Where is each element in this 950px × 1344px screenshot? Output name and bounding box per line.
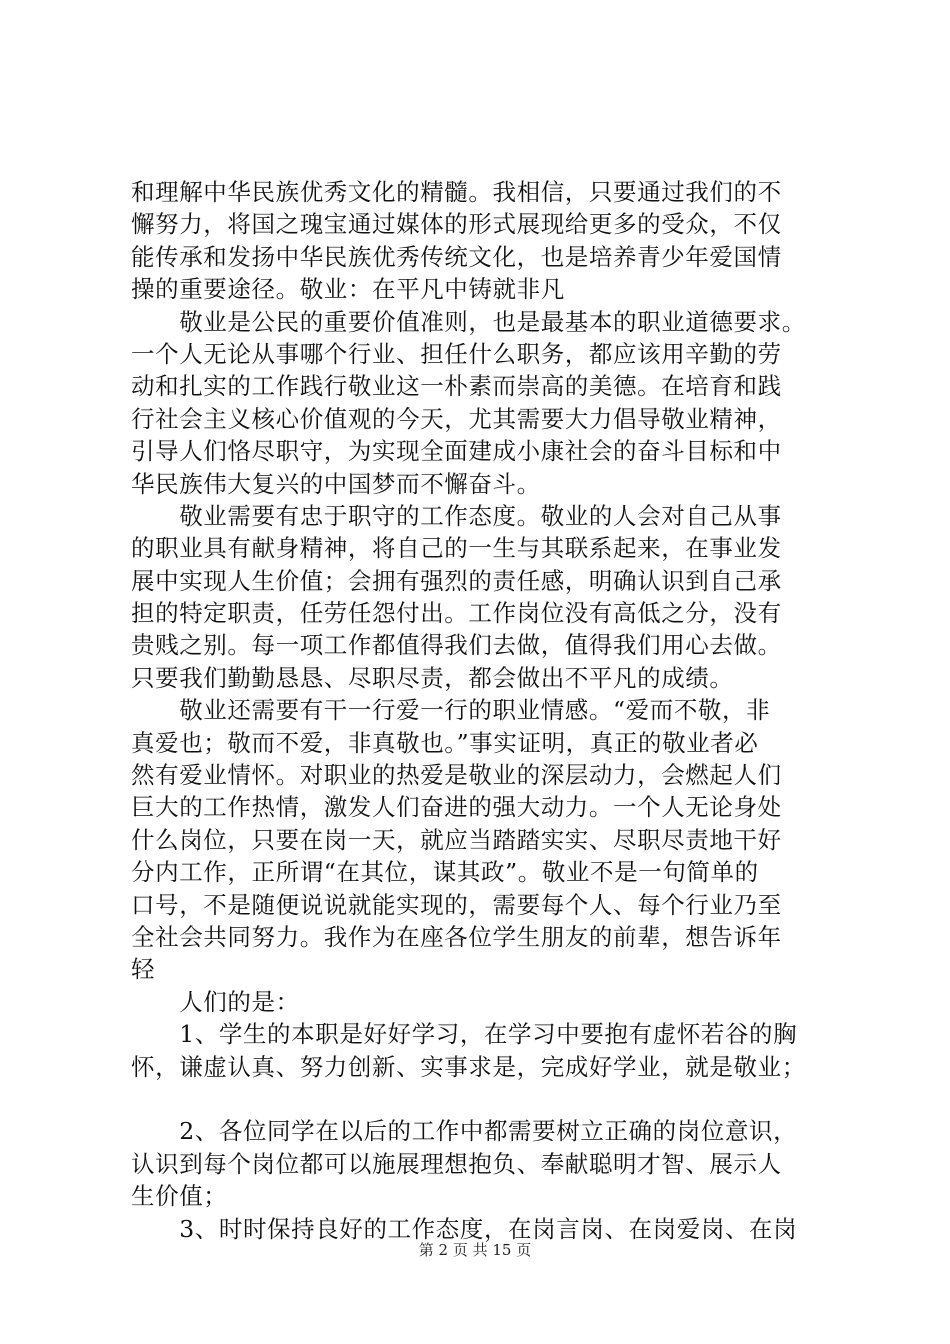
text-line: 人们的是： (131, 987, 300, 1016)
text-line: 和理解中华民族优秀文化的精髓。我相信，只要通过我们的不 (131, 178, 782, 206)
text-line: 敬业是公民的重要价值准则，也是最基本的职业道德要求。 (131, 307, 806, 336)
text-line: 敬业还需要有干一行爱一行的职业情感。“爱而不敬，非 (131, 696, 771, 725)
text-line: 的职业具有献身精神，将自己的一生与其联系起来，在事业发 (131, 534, 782, 563)
text-line: 懈努力，将国之瑰宝通过媒体的形式展现给更多的受众，不仅 (131, 210, 782, 239)
text-line: 然有爱业情怀。对职业的热爱是敬业的深层动力，会燃起人们 (131, 761, 782, 790)
text-line: 生价值； (131, 1182, 228, 1211)
text-line: 只要我们勤勤恳恳、尽职尽责，都会做出不平凡的成绩。 (131, 663, 734, 692)
text-line: 担的特定职责，任劳任怨付出。工作岗位没有高低之分，没有 (131, 599, 782, 628)
text-line: 分内工作，正所谓“在其位，谋其政”。敬业不是一句简单的 (131, 858, 759, 887)
text-line: 3、时时保持良好的工作态度，在岗言岗、在岗爱岗、在岗 (131, 1214, 798, 1243)
page-number-footer: 第 2 页 共 15 页 (418, 1241, 532, 1259)
blank-line (131, 1083, 851, 1115)
text-line: 能传承和发扬中华民族优秀传统文化，也是培养青少年爱国情 (131, 242, 782, 271)
text-line: 行社会主义核心价值观的今天，尤其需要大力倡导敬业精神， (131, 404, 782, 433)
text-line: 引导人们恪尽职守，为实现全面建成小康社会的奋斗目标和中 (131, 437, 782, 466)
text-line: 展中实现人生价值；会拥有强烈的责任感，明确认识到自己承 (131, 566, 782, 595)
text-line: 一个人无论从事哪个行业、担任什么职务，都应该用辛勤的劳 (131, 339, 782, 368)
document-body (131, 176, 851, 1245)
text-line: 1、学生的本职是好好学习，在学习中要抱有虚怀若谷的胸 (131, 1020, 798, 1049)
text-line: 动和扎实的工作践行敬业这一朴素而崇高的美德。在培育和践 (131, 372, 782, 401)
text-line: 2、各位同学在以后的工作中都需要树立正确的岗位意识， (131, 1117, 798, 1146)
text-line: 操的重要途径。敬业：在平凡中铸就非凡 (131, 275, 565, 304)
text-line: 怀，谦虚认真、努力创新、实事求是，完成好学业，就是敬业； (131, 1052, 806, 1081)
text-line: 认识到每个岗位都可以施展理想抱负、奉献聪明才智、展示人 (131, 1149, 782, 1178)
text-line: 全社会共同努力。我作为在座各位学生朋友的前辈，想告诉年 (131, 922, 782, 951)
text-line: 口号，不是随便说说就能实现的，需要每个人、每个行业乃至 (131, 890, 782, 919)
text-line: 贵贱之别。每一项工作都值得我们去做，值得我们用心去做。 (131, 631, 782, 660)
text-line: 真爱也；敬而不爱，非真敬也。”事实证明，真正的敬业者必 (131, 728, 759, 757)
text-line: 什么岗位，只要在岗一天，就应当踏踏实实、尽职尽责地干好 (131, 825, 782, 854)
text-line: 轻 (131, 955, 156, 984)
text-line: 华民族伟大复兴的中国梦而不懈奋斗。 (131, 469, 541, 498)
text-line: 敬业需要有忠于职守的工作态度。敬业的人会对自己从事 (131, 501, 782, 530)
text-line: 巨大的工作热情，激发人们奋进的强大动力。一个人无论身处 (131, 793, 782, 822)
